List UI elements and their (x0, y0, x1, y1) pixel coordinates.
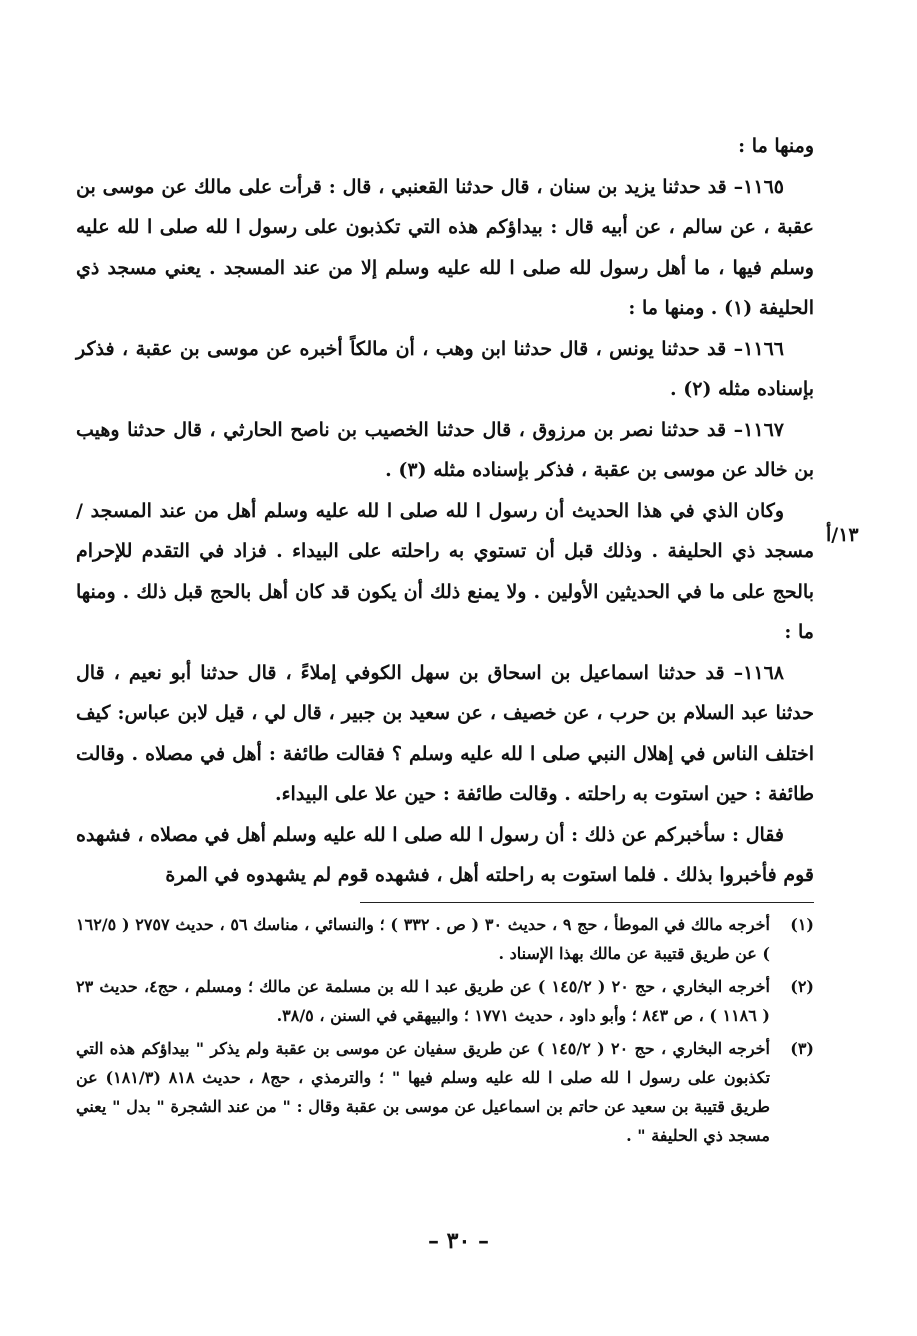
footnote-3 (76, 1034, 814, 1150)
hadith-1168: ١١٦٨– قد حدثنا اسماعيل بن اسحاق بن سهل الكوفي إملاءً ، قال حدثنا أبو نعيم ، قال حدثنا عبد السلام بن حرب ، عن خصيف ، عن سعيد بن جبير ، قال لي ، قيل لابن عباس: كيف اختلف الناس في إهلال النبي صلى ا لله عليه وسلم ؟ فقالت طائفة : أهل في مصلاه . وقالت طائفة : حين استوت به راحلته . وقالت طائفة : حين علا على البيداء. (76, 661, 814, 805)
main-text (76, 126, 814, 896)
intro-line: ومنها ما : (738, 135, 814, 157)
footnotes (76, 910, 814, 1154)
continuation-paragraph: فقال : سأخبركم عن ذلك : أن رسول ا لله صلى ا لله عليه وسلم أهل في مصلاه ، فشهده قوم فأخبروا بذلك . فلما استوت به راحلته أهل ، فشهده قوم لم يشهدوه في المرة (76, 823, 814, 886)
commentary-paragraph: وكان الذي في هذا الحديث أن رسول ا لله صلى ا لله عليه وسلم أهل من عند المسجد / مسجد ذي الحليفة . وذلك قبل أن تستوي به راحلته على البيداء . فزاد في التقدم للإحرام بالحج على ما في الحديثين الأولين . ولا يمنع ذلك أن يكون قد كان أهل بالحج قبل ذلك . ومنها ما : (76, 499, 814, 643)
page-number: – ٣٠ – (428, 1228, 489, 1254)
hadith-1167: ١١٦٧– قد حدثنا نصر بن مرزوق ، قال حدثنا الخصيب بن ناصح الحارثي ، قال حدثنا وهيب بن خالد عن موسى بن عقبة ، فذكر بإسناده مثله (٣) . (76, 418, 814, 481)
manuscript-folio-marker: ١٣/أ (826, 524, 859, 546)
footnote-2 (76, 972, 814, 1030)
footnote-number: (٣) (790, 1039, 814, 1058)
footnote-divider (360, 902, 814, 903)
footnote-text: أخرجه البخاري ، حج ٢٠ ( ١٤٥/٢ ) عن طريق عبد ا لله بن مسلمة عن مالك ؛ ومسلم ، حج٤، حديث ٢٣ ( ١١٨٦ ) ، ص ٨٤٣ ؛ وأبو داود ، حديث ١٧٧١ ؛ والبيهقي في السنن ، ٣٨/٥. (76, 977, 771, 1025)
footnote-number: (٢) (790, 977, 814, 996)
hadith-1166: ١١٦٦– قد حدثنا يونس ، قال حدثنا ابن وهب ، أن مالكاً أخبره عن موسى بن عقبة ، فذكر بإسناده مثله (٢) . (76, 337, 814, 400)
footnote-number: (١) (790, 915, 814, 934)
hadith-1165: ١١٦٥– قد حدثنا يزيد بن سنان ، قال حدثنا القعنبي ، قال : قرأت على مالك عن موسى بن عقبة ، عن سالم ، عن أبيه قال : بيداؤكم هذه التي تكذبون على رسول ا لله صلى ا لله عليه وسلم فيها ، ما أهل رسول لله صلى ا لله عليه وسلم إلا من عند المسجد . يعني مسجد ذي الحليفة (١) . ومنها ما : (76, 175, 814, 319)
footnote-1 (76, 910, 814, 968)
footnote-text: أخرجه البخاري ، حج ٢٠ ( ١٤٥/٢ ) عن طريق سفيان عن موسى بن عقبة ولم يذكر " بيداؤكم هذه التي تكذبون على رسول ا لله صلى ا لله عليه وسلم فيها " ؛ والترمذي ، حج٨ ، حديث ٨١٨ (١٨١/٣) عن طريق قتيبة بن سعيد عن حاتم بن اسماعيل عن موسى بن عقبة وقال : " من عند الشجرة " بدل " يعني مسجد ذي الحليفة " . (76, 1039, 771, 1145)
footnote-text: أخرجه مالك في الموطأ ، حج ٩ ، حديث ٣٠ ( ص . ٣٣٢ ) ؛ والنسائي ، مناسك ٥٦ ، حديث ٢٧٥٧ ( ١٦٢/٥ ) عن طريق قتيبة عن مالك بهذا الإسناد . (76, 915, 770, 963)
